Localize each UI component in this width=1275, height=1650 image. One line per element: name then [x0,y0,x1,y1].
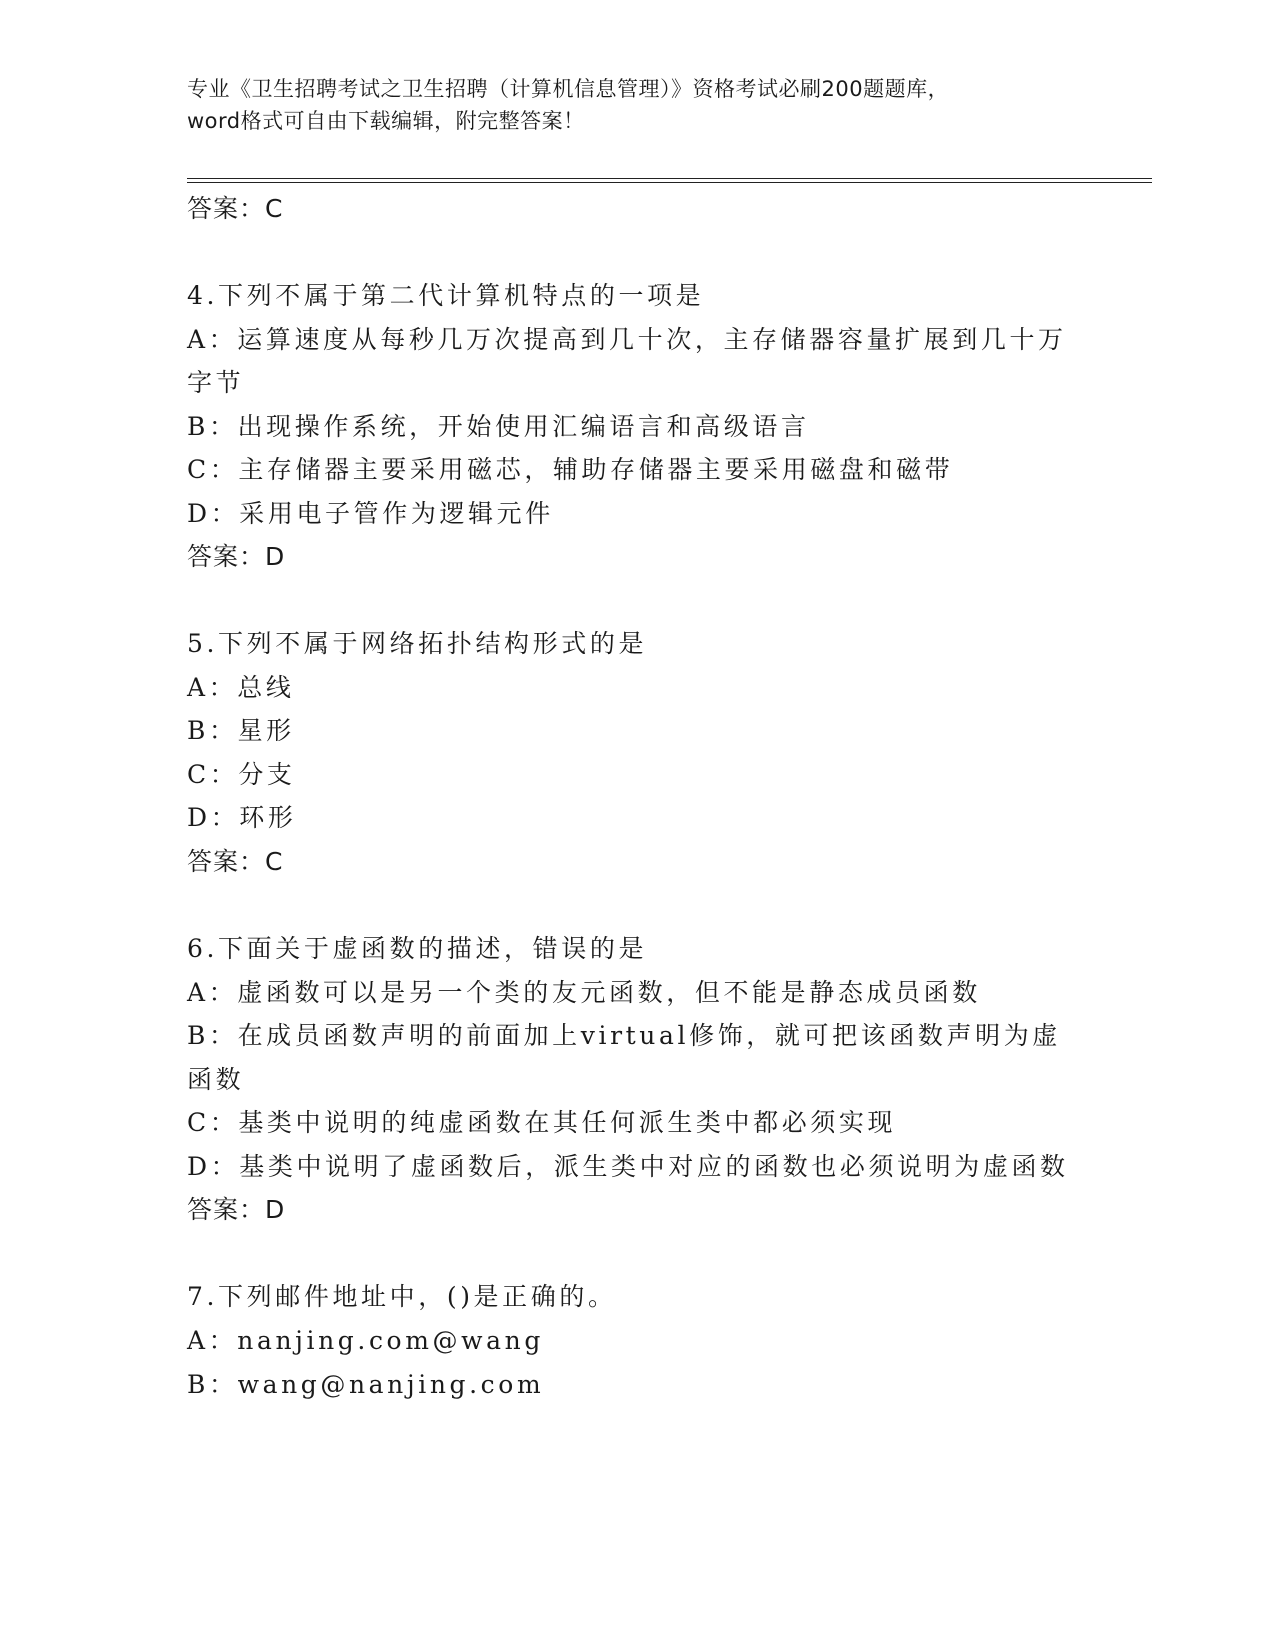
header-line-1: 专业《卫生招聘考试之卫生招聘（计算机信息管理）》资格考试必刷200题题库， [187,77,950,101]
question-5-option-b: B：星形 [187,716,295,745]
question-5-option-d: D：环形 [187,803,297,832]
question-4-stem: 4.下列不属于第二代计算机特点的一项是 [187,281,705,310]
header-line-2: word格式可自由下载编辑，附完整答案！ [187,109,585,133]
question-6-answer: 答案：D [187,1195,286,1224]
header-divider-top [187,178,1152,179]
question-6-option-a: A：虚函数可以是另一个类的友元函数，但不能是静态成员函数 [187,978,981,1007]
previous-answer: 答案：C [187,194,284,223]
question-4-option-c: C：主存储器主要采用磁芯，辅助存储器主要采用磁盘和磁带 [187,455,954,484]
question-4-option-a-cont: 字节 [187,368,245,397]
question-7-option-a: A：nanjing.com@wang [187,1326,544,1355]
question-4-option-a: A：运算速度从每秒几万次提高到几十次，主存储器容量扩展到几十万 [187,325,1067,354]
question-5-option-c: C：分支 [187,760,296,789]
question-4-option-d: D：采用电子管作为逻辑元件 [187,499,554,528]
question-6-stem: 6.下面关于虚函数的描述，错误的是 [187,934,648,963]
question-4-option-b: B：出现操作系统，开始使用汇编语言和高级语言 [187,412,810,441]
document-header [187,73,1067,137]
question-6-option-b-cont: 函数 [187,1065,245,1094]
question-7-stem: 7.下列邮件地址中，()是正确的。 [187,1282,617,1311]
question-5-option-a: A：总线 [187,673,295,702]
question-4-answer: 答案：D [187,542,286,571]
question-6-option-c: C：基类中说明的纯虚函数在其任何派生类中都必须实现 [187,1108,897,1137]
question-6-option-d: D：基类中说明了虚函数后，派生类中对应的函数也必须说明为虚函数 [187,1152,1069,1181]
question-6-option-b: B：在成员函数声明的前面加上virtual修饰，就可把该函数声明为虚 [187,1021,1061,1050]
question-5-stem: 5.下列不属于网络拓扑结构形式的是 [187,629,648,658]
header-divider-bottom [187,182,1152,183]
question-5-answer: 答案：C [187,847,284,876]
question-7-option-b: B：wang@nanjing.com [187,1370,545,1399]
